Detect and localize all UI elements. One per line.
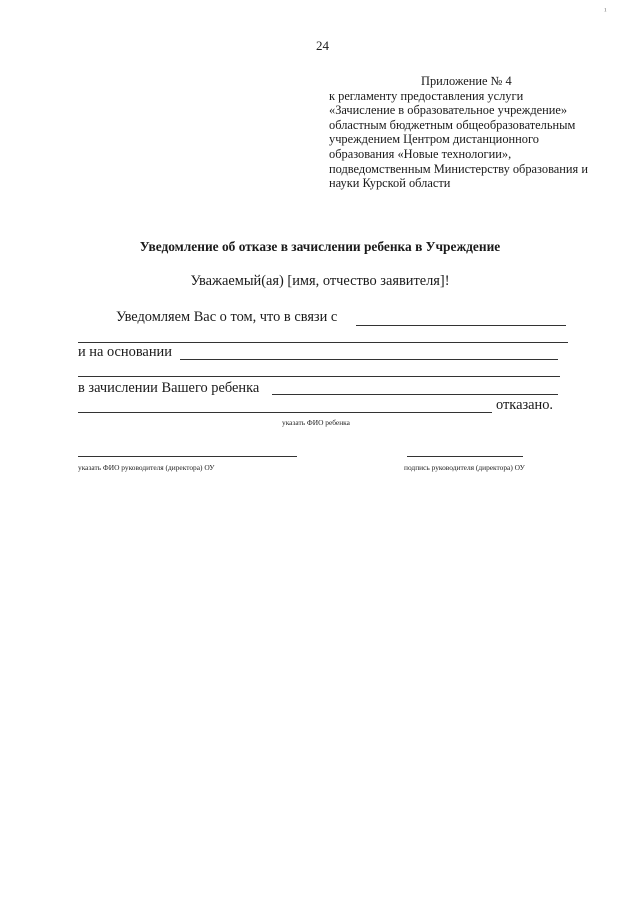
- greeting: Уважаемый(ая) [имя, отчество заявителя]!: [190, 273, 450, 289]
- basis-continuation-line: [78, 376, 560, 377]
- refused-text: отказано.: [496, 397, 554, 413]
- enrollment-text: в зачислении Вашего ребенка: [78, 380, 260, 396]
- director-signature-caption: подпись руководителя (директора) ОУ: [404, 463, 525, 472]
- appendix-line: «Зачисление в образовательное учреждение»: [329, 103, 568, 118]
- appendix-line: учреждением Центром дистанционного: [329, 132, 539, 147]
- appendix-line: областным бюджетным общеобразовательным: [329, 117, 576, 132]
- appendix-line: подведомственным Министерству образования и: [329, 161, 588, 176]
- corner-mark: ¹: [604, 6, 607, 16]
- basis-text: и на основании: [78, 344, 172, 360]
- intro-text: Уведомляем Вас о том, что в связи с: [116, 309, 338, 325]
- child-blank-line: [272, 394, 558, 395]
- director-name-line: [78, 456, 297, 457]
- child-name-line: [78, 412, 492, 413]
- appendix-line: к регламенту предоставления услуги: [329, 88, 524, 103]
- page-number: 24: [316, 38, 329, 53]
- child-name-caption: указать ФИО ребенка: [282, 418, 350, 427]
- reason-continuation-line: [78, 342, 568, 343]
- appendix-line: науки Курской области: [329, 176, 451, 191]
- appendix-header: [329, 74, 588, 191]
- director-signature-line: [407, 456, 523, 457]
- appendix-line: образования «Новые технологии»,: [329, 146, 512, 161]
- appendix-line: Приложение № 4: [421, 74, 512, 88]
- basis-blank-line: [180, 359, 558, 360]
- document-title: Уведомление об отказе в зачислении ребенка в Учреждение: [139, 239, 501, 254]
- reason-blank-line: [356, 325, 566, 326]
- director-name-caption: указать ФИО руководителя (директора) ОУ: [78, 463, 215, 472]
